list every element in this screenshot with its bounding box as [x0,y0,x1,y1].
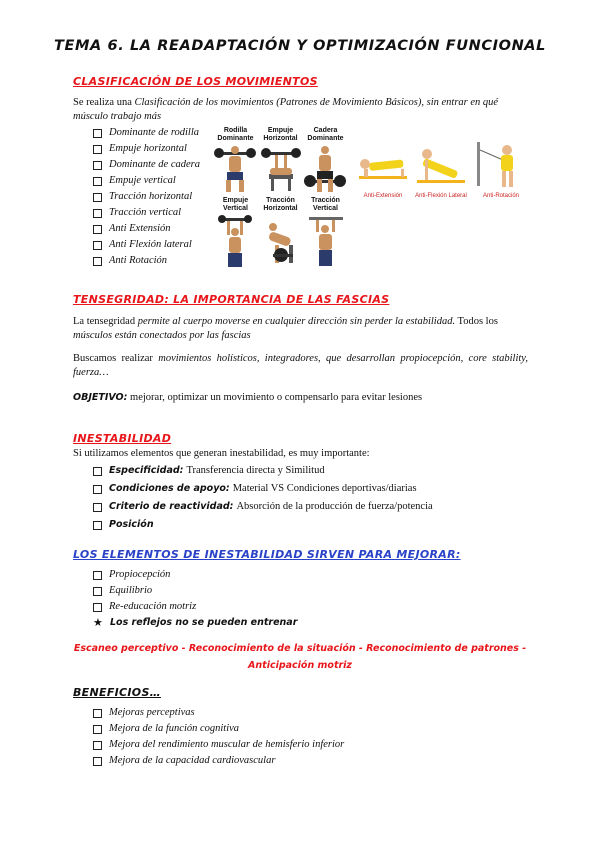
tensegridad-text-d: músculos están conectados por las fascias [73,330,251,341]
fig-label-empuje-horizontal: Empuje Horizontal [263,127,298,142]
checkbox-icon [93,209,102,218]
list-item [93,157,213,173]
list-item-label: Tracción vertical [109,207,182,218]
fig-label-traccion-vertical: Tracción Vertical [311,197,340,212]
list-item-label: Propiocepción [109,569,171,580]
item-bold-label: Especificidad: [109,465,184,476]
row-figure-icon [268,223,293,263]
objetivo-paragraph [73,391,528,405]
list-item [93,737,533,753]
plank-figure-icon [359,159,407,179]
checkbox-icon [93,725,102,734]
checkbox-icon [93,177,102,186]
section-heading-clasificacion: CLASIFICACIÓN DE LOS MOVIMIENTOS [73,75,318,88]
list-item-label: Tracción horizontal [109,191,193,202]
fig-label-rodilla: Rodilla Dominante [217,127,254,142]
checkbox-icon [93,603,102,612]
list-item [93,705,533,721]
holistic-paragraph [73,352,528,380]
section-heading-tensegridad: TENSEGRIDAD: LA IMPORTANCIA DE LAS FASCIAS [73,293,390,306]
list-item [93,753,533,769]
section-heading-elementos: LOS ELEMENTOS DE INESTABILIDAD SIRVEN PARA MEJORAR: [73,548,461,561]
bench-press-figure-icon [261,148,301,191]
list-item [93,516,533,534]
checkbox-icon [93,129,102,138]
list-item-label: Anti Flexión lateral [109,239,192,250]
checkbox-icon [93,161,102,170]
checkbox-icon [93,709,102,718]
list-item-label: Mejoras perceptivas [109,707,195,718]
item-bold-label: Condiciones de apoyo: [109,483,230,494]
list-item-label: Mejora de la capacidad cardiovascular [109,755,276,766]
checkbox-icon [93,503,102,512]
list-item [93,221,213,237]
star-icon: ★ [93,617,103,629]
tensegridad-text-c: Todos los [455,316,498,327]
movement-list [93,125,213,269]
list-item [93,462,533,480]
list-item-label: Anti Extensión [109,223,171,234]
list-item-label: Mejora de la función cognitiva [109,723,240,734]
checkbox-icon [93,145,102,154]
tensegridad-text-b: permite al cuerpo moverse en cualquier dirección sin perder la estabilidad. [137,316,456,327]
item-bold-label: Posición [109,519,154,530]
clasificacion-paragraph-b: Clasificación de los movimientos (Patrones de Movimiento Básicos), sin entrar en qué músculo trabajo más [73,97,499,122]
exercise-illustrations-top [213,144,348,194]
checkbox-icon [93,521,102,530]
deadlift-figure-icon [304,146,346,192]
movement-patterns-figure [213,127,348,272]
list-item-label: Dominante de cadera [109,159,200,170]
list-item [93,205,213,221]
checkbox-icon [93,467,102,476]
list-item [93,567,533,583]
clasificacion-paragraph [73,96,528,124]
item-text: Transferencia directa y Similitud [186,465,325,476]
objetivo-label: OBJETIVO: [73,392,128,403]
fig-label-empuje-vertical: Empuje Vertical [222,197,249,212]
item-text: Absorción de la producción de fuerza/potencia [236,501,433,512]
list-item [93,237,213,253]
list-item-label: Empuje vertical [109,175,176,186]
list-item-label: Equilibrio [109,585,153,596]
checkbox-icon [93,571,102,580]
list-item [93,125,213,141]
section-heading-inestabilidad: INESTABILIDAD [73,432,172,445]
list-item-label: Empuje horizontal [109,143,187,154]
list-item [93,498,533,516]
inestabilidad-intro: Si utilizamos elementos que generan inestabilidad, es muy importante: [73,448,370,459]
list-item [93,253,213,269]
mejoras-list [93,567,533,631]
list-item-label: Anti Rotación [109,255,168,266]
page-title: TEMA 6. LA READAPTACIÓN Y OPTIMIZACIÓN FUNCIONAL [54,38,546,54]
list-item [93,721,533,737]
list-item [93,480,533,498]
anti-movement-illustrations [355,140,530,190]
fig-label-cadera: Cadera Dominante [307,127,344,142]
red-highlight-line-1: Escaneo perceptivo - Reconocimiento de la situación - Reconocimiento de patrones - [73,643,527,654]
checkbox-icon [93,193,102,202]
fig-label-anti-flexion: Anti-Flexión Lateral [415,193,467,199]
checkbox-icon [93,241,102,250]
red-highlight-line-2: Anticipación motriz [248,660,352,671]
red-highlight-text [60,640,540,674]
checkbox-icon [93,757,102,766]
checkbox-icon [93,225,102,234]
list-item-label: Dominante de rodilla [109,127,200,138]
inestabilidad-list [93,462,533,534]
item-bold-label: Criterio de reactividad: [109,501,234,512]
item-text: Material VS Condiciones deportivas/diarias [232,483,417,494]
list-item [93,189,213,205]
list-item [93,141,213,157]
squat-figure-icon [214,146,256,192]
list-item [93,583,533,599]
list-item-label: Re-educación motriz [109,601,197,612]
side-plank-figure-icon [417,149,465,183]
list-item [93,173,213,189]
cable-rotation-figure-icon [477,142,513,187]
checkbox-icon [93,741,102,750]
anti-movements-figure [355,140,530,215]
checkbox-icon [93,257,102,266]
clasificacion-paragraph-a: Se realiza una [73,97,135,108]
tensegridad-paragraph [73,315,528,343]
holistic-text-b: movimientos holísticos, integradores, que desarrollan propiocepción, core stability, fuerza… [73,353,528,378]
fig-label-anti-extension: Anti-Extensión [363,193,403,199]
star-text: Los reflejos no se pueden entrenar [110,617,298,628]
list-item [93,599,533,615]
exercise-illustrations-bottom [213,215,348,270]
holistic-text-a: Buscamos realizar [73,353,159,364]
overhead-press-figure-icon [218,215,252,267]
checkbox-icon [93,587,102,596]
checkbox-icon [93,485,102,494]
tensegridad-text-a: La tensegridad [73,316,138,327]
pullup-figure-icon [309,217,343,266]
section-heading-beneficios: BENEFICIOS… [73,686,161,699]
list-item-star [93,615,533,631]
beneficios-list [93,705,533,769]
list-item-label: Mejora del rendimiento muscular de hemisferio inferior [109,739,345,750]
objetivo-text: mejorar, optimizar un movimiento o compensarlo para evitar lesiones [127,392,423,403]
fig-label-anti-rotacion: Anti-Rotación [482,193,520,199]
fig-label-traccion-horizontal: Tracción Horizontal [263,197,298,212]
